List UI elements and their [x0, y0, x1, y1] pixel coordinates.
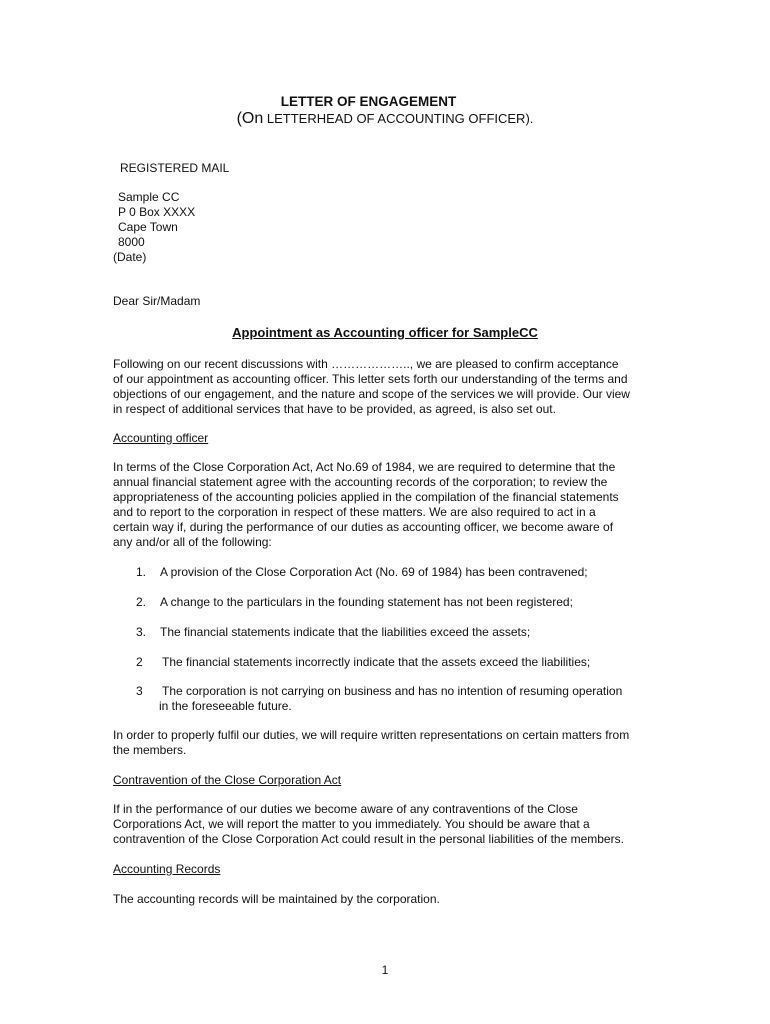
document-subtitle	[0, 111, 770, 126]
address-line: Cape Town	[118, 220, 178, 234]
section-heading-contravention: Contravention of the Close Corporation Act	[113, 773, 342, 787]
subtitle-close: ).	[525, 111, 534, 126]
document-title: LETTER OF ENGAGEMENT	[280, 94, 457, 109]
list-item-number: 3.	[136, 625, 147, 639]
paragraph-line: certain way if, during the performance of our duties as accounting officer, we become aware of	[113, 520, 614, 534]
paragraph-line: contravention of the Close Corporation Act could result in the personal liabilities of the members.	[113, 832, 624, 846]
subtitle-open: (On	[236, 110, 264, 127]
paragraph-line: In order to properly fulfil our duties, we will require written representations on certain matters from	[113, 728, 630, 742]
paragraph-line: If in the performance of our duties we become aware of any contraventions of the Close	[113, 802, 578, 816]
subtitle-text: LETTERHEAD OF ACCOUNTING OFFICER	[263, 111, 526, 126]
paragraph-line: annual financial statement agree with the accounting records of the corporation; to review the	[113, 475, 608, 489]
paragraph-line: and to report to the corporation in respect of these matters. We are also required to act in a	[113, 505, 596, 519]
accounting-officer-closing	[113, 728, 663, 758]
paragraph-line: In terms of the Close Corporation Act, Act No.69 of 1984, we are required to determine that the	[113, 460, 616, 474]
section-heading-accounting-records: Accounting Records	[113, 862, 221, 876]
list-item-text: The financial statements incorrectly indicate that the assets exceed the liabilities;	[162, 655, 591, 669]
mail-type: REGISTERED MAIL	[120, 161, 230, 175]
list-item-number: 3	[136, 684, 143, 698]
list-item-number: 2.	[136, 595, 147, 609]
list-item-text: The financial statements indicate that the liabilities exceed the assets;	[160, 625, 531, 639]
list-item-text: in the foreseeable future.	[159, 699, 292, 713]
list-item-text: A provision of the Close Corporation Act (No. 69 of 1984) has been contravened;	[160, 565, 588, 579]
subject-heading: Appointment as Accounting officer for SampleCC	[232, 325, 538, 340]
list-item-number: 1.	[136, 565, 147, 579]
paragraph-line: Corporations Act, we will report the matter to you immediately. You should be aware that a	[113, 817, 590, 831]
address-line: P 0 Box XXXX	[118, 205, 196, 219]
list-item-text: The corporation is not carrying on business and has no intention of resuming operation	[162, 684, 623, 698]
contravention-paragraph	[113, 802, 663, 847]
intro-paragraph	[113, 357, 663, 417]
section-heading-accounting-officer: Accounting officer	[113, 431, 209, 445]
date-placeholder: (Date)	[113, 250, 147, 264]
accounting-officer-paragraph	[113, 460, 663, 550]
paragraph-line: in respect of additional services that have to be provided, as agreed, is also set out.	[113, 402, 556, 416]
address-line: Sample CC	[118, 190, 180, 204]
list-item-number: 2	[136, 655, 143, 669]
paragraph-line: of our appointment as accounting officer. This letter sets forth our understanding of the terms and	[113, 372, 628, 386]
paragraph-line: any and/or all of the following:	[113, 535, 272, 549]
paragraph-line: Following on our recent discussions with ……………….., we are pleased to confirm acceptance	[113, 357, 619, 371]
paragraph-line: objections of our engagement, and the nature and scope of the services we will provide. Our view	[113, 387, 630, 401]
address-line: 8000	[118, 235, 145, 249]
salutation: Dear Sir/Madam	[113, 294, 201, 308]
page-number: 1	[381, 963, 389, 977]
list-item-text: A change to the particulars in the founding statement has not been registered;	[160, 595, 573, 609]
paragraph-line: appropriateness of the accounting policies applied in the compilation of the financial statements	[113, 490, 619, 504]
accounting-records-paragraph: The accounting records will be maintained by the corporation.	[113, 892, 440, 906]
paragraph-line: the members.	[113, 743, 187, 757]
